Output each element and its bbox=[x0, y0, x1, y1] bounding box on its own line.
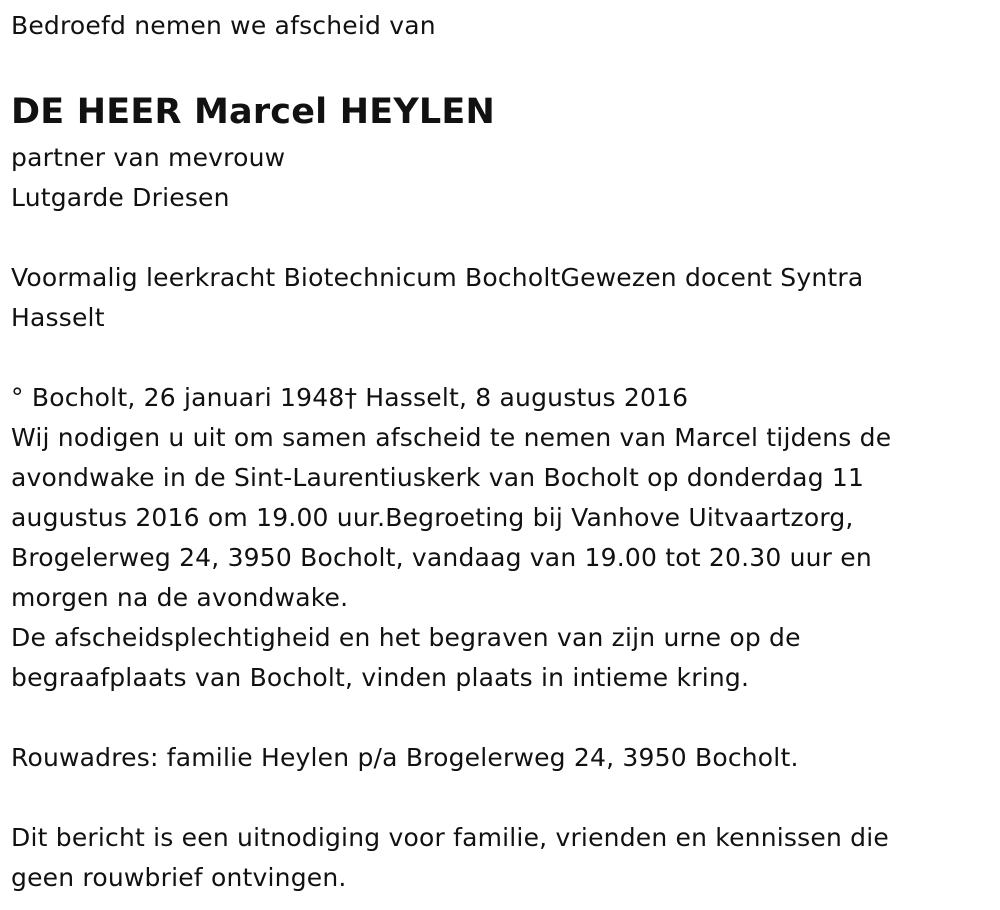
wake-text-line: avondwake in de Sint-Laurentiuskerk van Bocholt op donderdag 11 bbox=[11, 463, 865, 492]
intro-text: Bedroefd nemen we afscheid van bbox=[11, 11, 436, 40]
burial-text-line: De afscheidsplechtigheid en het begraven van zijn urne op de bbox=[11, 623, 801, 652]
birth-death-dates: ° Bocholt, 26 januari 1948† Hasselt, 8 augustus 2016 bbox=[11, 383, 689, 412]
spacer bbox=[11, 218, 971, 258]
spacer bbox=[11, 698, 971, 738]
mourning-address: Rouwadres: familie Heylen p/a Brogelerweg 24, 3950 Bocholt. bbox=[11, 743, 799, 772]
partner-line: partner van mevrouw bbox=[11, 143, 286, 172]
wake-text-line: augustus 2016 om 19.00 uur.Begroeting bij Vanhove Uitvaartzorg, bbox=[11, 503, 854, 532]
spacer bbox=[11, 338, 971, 378]
wake-text-line: morgen na de avondwake. bbox=[11, 583, 349, 612]
wake-text-line: Wij nodigen u uit om samen afscheid te nemen van Marcel tijdens de bbox=[11, 423, 892, 452]
closing-line: geen rouwbrief ontvingen. bbox=[11, 863, 347, 892]
partner-name: Lutgarde Driesen bbox=[11, 183, 230, 212]
spacer bbox=[11, 46, 971, 86]
closing-line: Dit bericht is een uitnodiging voor familie, vrienden en kennissen die bbox=[11, 823, 889, 852]
spacer bbox=[11, 778, 971, 818]
occupation-line: Hasselt bbox=[11, 303, 105, 332]
wake-text-line: Brogelerweg 24, 3950 Bocholt, vandaag van 19.00 tot 20.30 uur en bbox=[11, 543, 872, 572]
deceased-name: DE HEER Marcel HEYLEN bbox=[11, 92, 496, 132]
burial-text-line: begraafplaats van Bocholt, vinden plaats in intieme kring. bbox=[11, 663, 750, 692]
occupation-line: Voormalig leerkracht Biotechnicum BocholtGewezen docent Syntra bbox=[11, 263, 864, 292]
obituary-notice bbox=[11, 6, 971, 898]
